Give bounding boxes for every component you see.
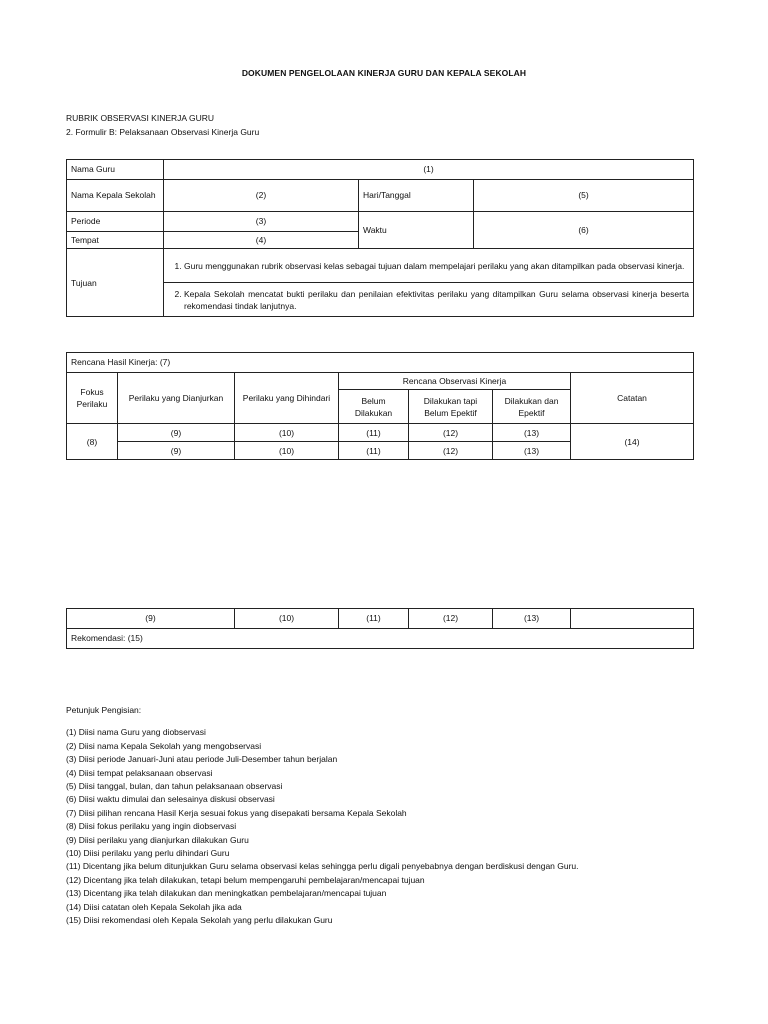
belum-dilakukan-header: Belum Dilakukan xyxy=(339,390,409,424)
note-item: (2) Diisi nama Kepala Sekolah yang mengobservasi xyxy=(66,740,262,751)
rekomendasi-field[interactable]: Rekomendasi: (15) xyxy=(67,629,694,649)
note-item: (12) Dicentang jika telah dilakukan, tetapi belum mempengaruhi pembelajaran/mencapai tujuan xyxy=(66,874,425,885)
tempat-field[interactable]: (4) xyxy=(164,232,359,249)
note-item: (10) Diisi perilaku yang perlu dihindari Guru xyxy=(66,848,230,859)
tempat-label: Tempat xyxy=(67,232,164,249)
tujuan-item-2 xyxy=(164,283,694,317)
dihindari-header: Perilaku yang Dihindari xyxy=(235,373,339,424)
rencana-hasil-kinerja: Rencana Hasil Kinerja: (7) xyxy=(67,353,694,373)
petunjuk-pengisian xyxy=(66,704,706,928)
notes-heading: Petunjuk Pengisian: xyxy=(66,705,142,715)
catatan-field[interactable] xyxy=(571,609,694,629)
dianjurkan-field[interactable]: (9) xyxy=(67,609,235,629)
note-item: (15) Diisi rekomendasi oleh Kepala Sekolah yang perlu dilakukan Guru xyxy=(66,915,333,926)
tujuan-item-2-text: 2. Kepala Sekolah mencatat bukti perilaku dan penilaian efektivitas perilaku yang ditampilkan Guru selama observasi kinerja beserta rekomendasi tindak lanjutnya. xyxy=(184,288,689,313)
hari-tanggal-label: Hari/Tanggal xyxy=(359,180,474,212)
nama-guru-field[interactable]: (1) xyxy=(164,160,694,180)
dianjurkan-field[interactable]: (9) xyxy=(118,442,235,460)
tujuan-label: Tujuan xyxy=(67,249,164,317)
dihindari-field[interactable]: (10) xyxy=(235,442,339,460)
document-title: DOKUMEN PENGELOLAAN KINERJA GURU DAN KEPALA SEKOLAH xyxy=(241,68,527,78)
belum-dilakukan-check[interactable]: (11) xyxy=(339,424,409,442)
catatan-header: Catatan xyxy=(571,373,694,424)
note-item: (9) Diisi perilaku yang dianjurkan dilakukan Guru xyxy=(66,834,249,845)
nama-kepala-label: Nama Kepala Sekolah xyxy=(67,180,164,212)
table-row xyxy=(67,424,694,442)
dilakukan-efektif-check[interactable]: (13) xyxy=(493,609,571,629)
note-item: (5) Diisi tanggal, bulan, dan tahun pelaksanaan observasi xyxy=(66,781,283,792)
dilakukan-belum-efektif-check[interactable]: (12) xyxy=(409,424,493,442)
fokus-perilaku-field[interactable]: (8) xyxy=(67,424,118,460)
dilakukan-efektif-check[interactable]: (13) xyxy=(493,442,571,460)
note-item: (8) Diisi fokus perilaku yang ingin diobservasi xyxy=(66,821,237,832)
hari-tanggal-field[interactable]: (5) xyxy=(474,180,694,212)
dihindari-field[interactable]: (10) xyxy=(235,424,339,442)
dianjurkan-field[interactable]: (9) xyxy=(118,424,235,442)
periode-field[interactable]: (3) xyxy=(164,212,359,232)
dihindari-field[interactable]: (10) xyxy=(235,609,339,629)
table-row xyxy=(67,609,694,629)
catatan-field[interactable]: (14) xyxy=(571,424,694,460)
note-item: (6) Diisi waktu dimulai dan selesainya diskusi observasi xyxy=(66,794,275,805)
note-item: (7) Diisi pilihan rencana Hasil Kerja sesuai fokus yang disepakati bersama Kepala Sekolah xyxy=(66,807,407,818)
identity-table xyxy=(66,159,694,317)
belum-dilakukan-check[interactable]: (11) xyxy=(339,442,409,460)
periode-label: Periode xyxy=(67,212,164,232)
continuation-table xyxy=(66,608,694,649)
note-item: (14) Diisi catatan oleh Kepala Sekolah jika ada xyxy=(66,901,242,912)
note-item: (3) Diisi periode Januari-Juni atau periode Juli-Desember tahun berjalan xyxy=(66,754,338,765)
tujuan-item-1-text: 1. Guru menggunakan rubrik observasi kelas sebagai tujuan dalam mempelajari perilaku yang akan ditampilkan pada observasi kinerja. xyxy=(184,260,689,272)
rubric-heading: RUBRIK OBSERVASI KINERJA GURU xyxy=(66,113,214,123)
note-item: (1) Diisi nama Guru yang diobservasi xyxy=(66,727,206,738)
belum-dilakukan-check[interactable]: (11) xyxy=(339,609,409,629)
dilakukan-belum-efektif-check[interactable]: (12) xyxy=(409,609,493,629)
waktu-label: Waktu xyxy=(359,212,474,249)
dilakukan-belum-efektif-check[interactable]: (12) xyxy=(409,442,493,460)
tujuan-item-1 xyxy=(164,249,694,283)
waktu-field[interactable]: (6) xyxy=(474,212,694,249)
note-item: (11) Dicentang jika belum ditunjukkan Guru selama observasi kelas sehingga perlu digali penyebabnya dengan berdiskusi dengan Guru. xyxy=(66,861,579,872)
dilakukan-efektif-check[interactable]: (13) xyxy=(493,424,571,442)
form-subheading: 2. Formulir B: Pelaksanaan Observasi Kinerja Guru xyxy=(66,127,260,137)
note-item: (4) Diisi tempat pelaksanaan observasi xyxy=(66,767,213,778)
dilakukan-belum-efektif-header: Dilakukan tapi Belum Epektif xyxy=(409,390,493,424)
nama-guru-label: Nama Guru xyxy=(67,160,164,180)
dilakukan-efektif-header: Dilakukan dan Epektif xyxy=(493,390,571,424)
note-item: (13) Dicentang jika telah dilakukan dan meningkatkan pembelajaran/mencapai tujuan xyxy=(66,888,387,899)
nama-kepala-field[interactable]: (2) xyxy=(164,180,359,212)
fokus-perilaku-header: Fokus Perilaku xyxy=(67,373,118,424)
rencana-observasi-header: Rencana Observasi Kinerja xyxy=(339,373,571,390)
dianjurkan-header: Perilaku yang Dianjurkan xyxy=(118,373,235,424)
observation-table xyxy=(66,352,694,460)
